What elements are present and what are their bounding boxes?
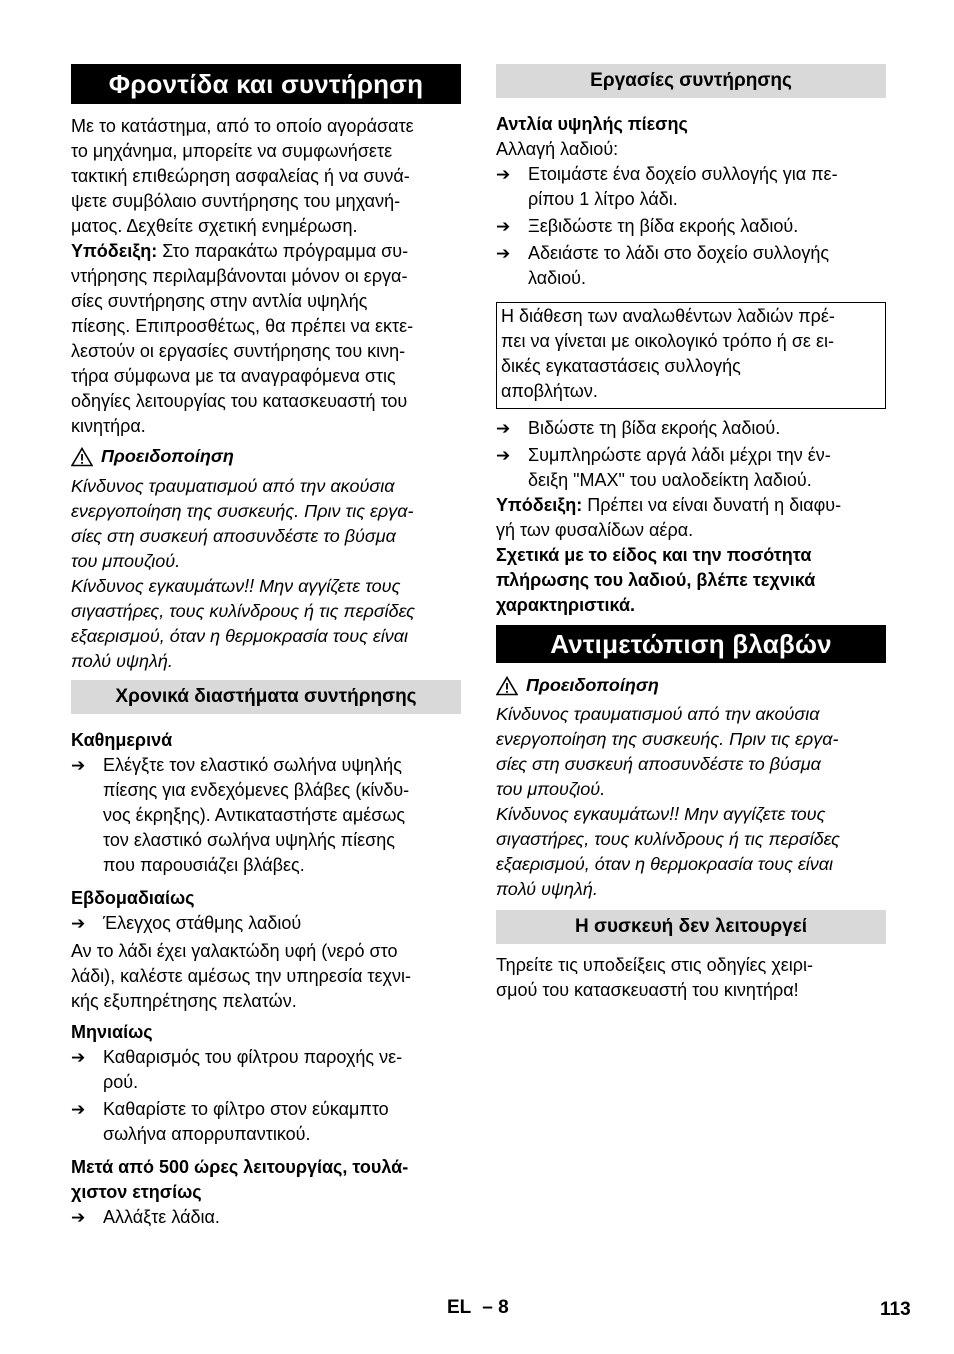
text-line: δικές εγκαταστάσεις συλλογής xyxy=(501,356,741,376)
arrow-right-icon: ➔ xyxy=(496,446,511,465)
warning-heading xyxy=(496,673,886,698)
text-line: Ετοιμάστε ένα δοχείο συλλογής για πε- xyxy=(528,164,838,184)
text-line: Κίνδυνος εγκαυμάτων!! Μην αγγίζετε τους xyxy=(71,576,401,596)
section-title-care: Φροντίδα και συντήρηση xyxy=(71,64,461,104)
text-line: που παρουσιάζει βλάβες. xyxy=(103,855,305,875)
list-item xyxy=(496,443,886,493)
list-item xyxy=(496,214,886,239)
list-item xyxy=(496,416,886,441)
text-line: ρίπου 1 λίτρο λάδι. xyxy=(528,189,678,209)
text-line: κινητήρα. xyxy=(71,416,146,436)
list-item xyxy=(71,911,461,936)
text-line: Αδειάστε το λάδι στο δοχείο συλλογής xyxy=(528,243,830,263)
warning-text xyxy=(71,474,461,674)
text-line: Βιδώστε τη βίδα εκροής λαδιού. xyxy=(528,418,781,438)
hours-label xyxy=(71,1155,461,1205)
arrow-right-icon: ➔ xyxy=(71,914,86,933)
text-line: σιγαστήρες, τους κυλίνδρους ή τις περσίδες xyxy=(71,601,415,621)
text-line: Σχετικά με το είδος και την ποσότητα xyxy=(496,545,812,565)
text-line: σίες στη συσκευή αποσυνδέστε το βύσμα xyxy=(496,754,821,774)
text-line: λάδι), καλέστε αμέσως την υπηρεσία τεχνι- xyxy=(71,966,411,986)
list-item xyxy=(71,1097,461,1147)
text-line xyxy=(71,239,461,264)
arrow-right-icon: ➔ xyxy=(496,165,511,184)
text-line: λαδιού. xyxy=(528,268,587,288)
text-line: τον ελαστικό σωλήνα υψηλής πίεσης xyxy=(103,830,395,850)
page-number: 113 xyxy=(880,1299,911,1320)
text-line: σίες στη συσκευή αποσυνδέστε το βύσμα xyxy=(71,526,396,546)
text-line: Καθαρισμός του φίλτρου παροχής νε- xyxy=(103,1047,403,1067)
left-column xyxy=(71,64,461,1230)
text-line: πλήρωσης του λαδιού, βλέπε τεχνικά xyxy=(496,570,816,590)
list-item xyxy=(71,1045,461,1095)
note-paragraph xyxy=(71,239,461,439)
weekly-text xyxy=(71,939,461,1014)
text-line: ματος. Δεχθείτε σχετική ενημέρωση. xyxy=(71,216,358,236)
daily-label: Καθημερινά xyxy=(71,730,173,750)
language-code: EL xyxy=(447,1297,471,1318)
text-line: χιστον ετησίως xyxy=(71,1182,202,1202)
arrow-right-icon: ➔ xyxy=(496,217,511,236)
text-line: πολύ υψηλή. xyxy=(71,651,173,671)
arrow-right-icon: ➔ xyxy=(71,1100,86,1119)
text-line: κής εξυπηρέτησης πελατών. xyxy=(71,991,297,1011)
arrow-right-icon: ➔ xyxy=(496,419,511,438)
text-line: χαρακτηριστικά. xyxy=(496,595,636,615)
text-line: γή των φυσαλίδων αέρα. xyxy=(496,520,694,540)
text-line: ντήρησης περιλαμβάνονται μόνον οι εργα- xyxy=(71,266,408,286)
warning-heading xyxy=(71,444,461,469)
text-line: πίεσης για ενδεχόμενες βλάβες (κίνδυ- xyxy=(103,780,410,800)
subsection-title-intervals: Χρονικά διαστήματα συντήρησης xyxy=(71,680,461,714)
text-line: οδηγίες λειτουργίας του κατασκευαστή του xyxy=(71,391,408,411)
arrow-right-icon: ➔ xyxy=(496,244,511,263)
text-line: Κίνδυνος τραυματισμού από την ακούσια xyxy=(496,704,820,724)
section-title-troubleshooting: Αντιμετώπιση βλαβών xyxy=(496,625,886,663)
arrow-right-icon: ➔ xyxy=(71,1208,86,1227)
list-item xyxy=(71,753,461,878)
text-line: πει να γίνεται με οικολογικό τρόπο ή σε ει- xyxy=(501,331,834,351)
text-line: δειξη "MAX" του υαλοδείκτη λαδιού. xyxy=(528,470,812,490)
text-line: Ξεβιδώστε τη βίδα εκροής λαδιού. xyxy=(528,216,799,236)
text-line: τακτική επιθεώρηση ασφαλείας ή να συνά- xyxy=(71,166,410,186)
text-line: ενεργοποίηση της συσκευής. Πριν τις εργα- xyxy=(71,501,414,521)
note-text: Στο παρακάτω πρόγραμμα συ- xyxy=(157,241,409,261)
right-column xyxy=(496,64,886,1003)
text-line: σωλήνα απορρυπαντικού. xyxy=(103,1124,311,1144)
text-line: τήρα σύμφωνα με τα αναγραφόμενα στις xyxy=(71,366,396,386)
text-line: Τηρείτε τις υποδείξεις στις οδηγίες χειρι- xyxy=(496,955,814,975)
text-line: λεστούν οι εργασίες συντήρησης του κινη- xyxy=(71,341,406,361)
text-line: Με το κατάστημα, από το οποίο αγοράσατε xyxy=(71,116,414,136)
oil-change-label: Αλλαγή λαδιού: xyxy=(496,139,619,159)
text-line xyxy=(496,493,886,518)
warning-triangle-icon xyxy=(496,676,518,696)
text-line: σίες συντήρησης στην αντλία υψηλής xyxy=(71,291,368,311)
text-line: Ελέγξτε τον ελαστικό σωλήνα υψηλής xyxy=(103,755,402,775)
subsection-title-not-working: Η συσκευή δεν λειτουργεί xyxy=(496,910,886,944)
pump-label: Αντλία υψηλής πίεσης xyxy=(496,114,688,134)
text-line: Κίνδυνος εγκαυμάτων!! Μην αγγίζετε τους xyxy=(496,804,826,824)
list-item xyxy=(496,241,886,291)
list-item xyxy=(496,162,886,212)
text-line: Καθαρίστε το φίλτρο στον εύκαμπτο xyxy=(103,1099,389,1119)
text-line: πολύ υψηλή. xyxy=(496,879,598,899)
warning-text xyxy=(496,702,886,902)
text-line: το μηχάνημα, μπορείτε να συμφωνήσετε xyxy=(71,141,393,161)
arrow-right-icon: ➔ xyxy=(71,756,86,775)
text-line: Αν το λάδι έχει γαλακτώδη υφή (νερό στο xyxy=(71,941,398,961)
list-item xyxy=(71,1205,461,1230)
text-line: ρού. xyxy=(103,1072,139,1092)
disposal-notice-box xyxy=(496,302,886,409)
section-page-number: – 8 xyxy=(482,1297,509,1318)
text-line: Έλεγχος στάθμης λαδιού xyxy=(103,913,302,933)
text-line: Κίνδυνος τραυματισμού από την ακούσια xyxy=(71,476,395,496)
warning-triangle-icon xyxy=(71,447,93,467)
note-paragraph xyxy=(496,493,886,543)
note-text: Πρέπει να είναι δυνατή η διαφυ- xyxy=(582,495,842,515)
arrow-right-icon: ➔ xyxy=(71,1048,86,1067)
text-line: σμού του κατασκευαστή του κινητήρα! xyxy=(496,980,799,1000)
text-line: ψετε συμβόλαιο συντήρησης του μηχανή- xyxy=(71,191,401,211)
warning-title: Προειδοποίηση xyxy=(526,675,659,695)
warning-title: Προειδοποίηση xyxy=(101,446,234,466)
text-line: εξαερισμού, όταν η θερμοκρασία τους είναι xyxy=(71,626,409,646)
text-line: Μετά από 500 ώρες λειτουργίας, τουλά- xyxy=(71,1157,409,1177)
oil-spec-note xyxy=(496,543,886,618)
note-label: Υπόδειξη: xyxy=(71,241,158,261)
text-line: σιγαστήρες, τους κυλίνδρους ή τις περσίδες xyxy=(496,829,840,849)
weekly-label: Εβδομαδιαίως xyxy=(71,888,195,908)
text-line: Η διάθεση των αναλωθέντων λαδιών πρέ- xyxy=(501,306,835,326)
text-line: Αλλάξτε λάδια. xyxy=(103,1207,220,1227)
intro-text xyxy=(71,114,461,239)
text-line: του μπουζιού. xyxy=(71,551,181,571)
text-line: αποβλήτων. xyxy=(501,381,598,401)
text-line: νος έκρηξης). Αντικαταστήστε αμέσως xyxy=(103,805,406,825)
text-line: εξαερισμού, όταν η θερμοκρασία τους είναι xyxy=(496,854,834,874)
text-line: του μπουζιού. xyxy=(496,779,606,799)
text-line: Συμπληρώστε αργά λάδι μέχρι την έν- xyxy=(528,445,831,465)
monthly-label: Μηνιαίως xyxy=(71,1022,153,1042)
note-label: Υπόδειξη: xyxy=(496,495,583,515)
text-line: ενεργοποίηση της συσκευής. Πριν τις εργα- xyxy=(496,729,839,749)
footer-language-code xyxy=(447,1297,509,1319)
not-working-text xyxy=(496,953,886,1003)
subsection-title-maintenance: Εργασίες συντήρησης xyxy=(496,64,886,98)
text-line: πίεσης. Επιπροσθέτως, θα πρέπει να εκτε- xyxy=(71,316,414,336)
